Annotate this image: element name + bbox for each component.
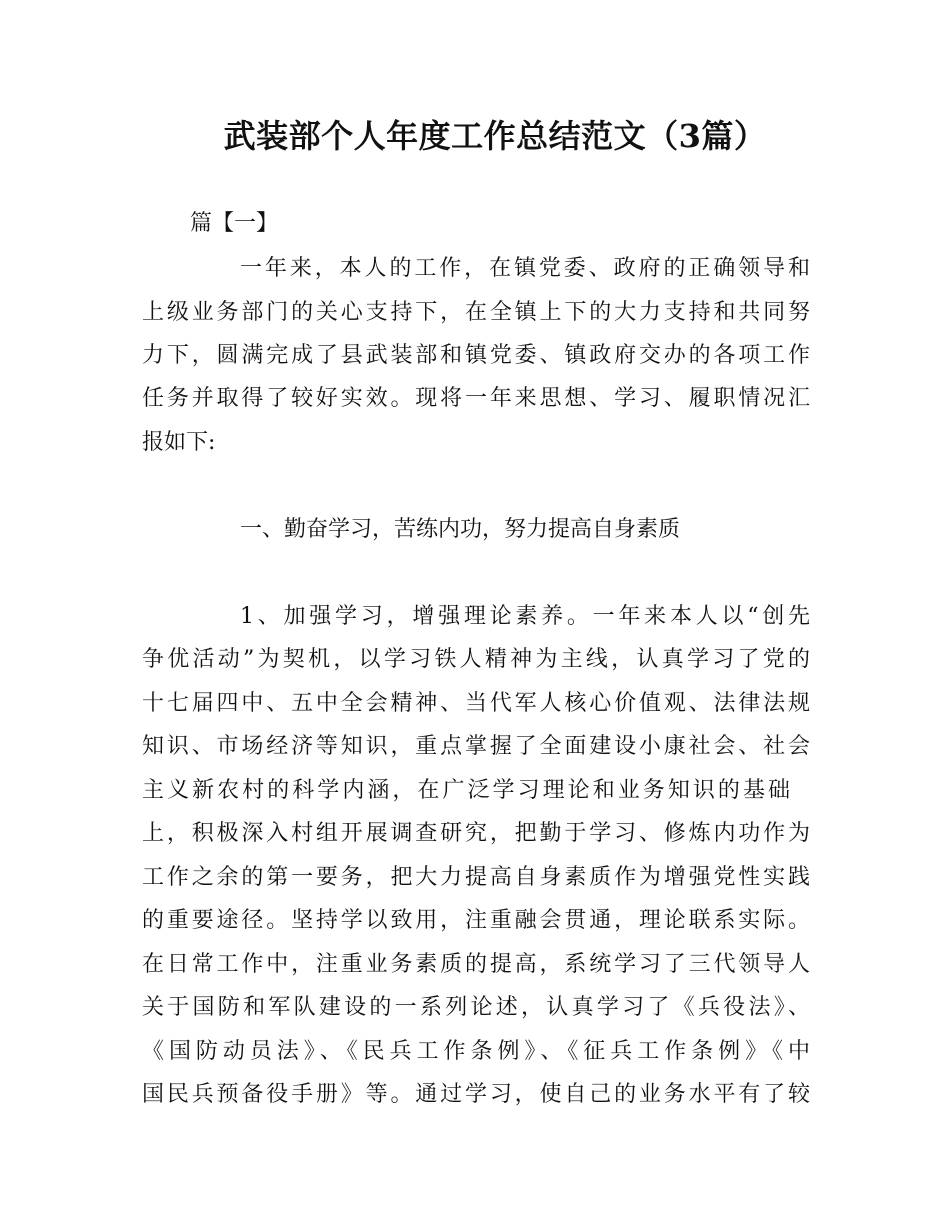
paragraph-line: 上，积极深入村组开展调查研究，把勤于学习、修炼内功作为 bbox=[142, 821, 810, 846]
paragraph-line: 报如下: bbox=[142, 430, 216, 455]
paragraph-line: 在日常工作中，注重业务素质的提高，系统学习了三代领导人 bbox=[142, 952, 810, 977]
paragraph-line: 力下，圆满完成了县武装部和镇党委、镇政府交办的各项工作 bbox=[142, 343, 810, 368]
paragraph-line: 一年来，本人的工作，在镇党委、政府的正确领导和 bbox=[240, 256, 810, 281]
section-heading: 一、勤奋学习，苦练内功，努力提高自身素质 bbox=[240, 517, 681, 542]
paragraph-line: 1、加强学习，增强理论素养。一年来本人以“创先 bbox=[240, 604, 810, 629]
paragraph-line: 工作之余的第一要务，把大力提高自身素质作为增强党性实践 bbox=[142, 865, 810, 890]
paragraph-line: 《国防动员法》、《民兵工作条例》、《征兵工作条例》《中 bbox=[142, 1039, 810, 1064]
paragraph-line: 主义新农村的科学内涵，在广泛学习理论和业务知识的基础 bbox=[142, 778, 790, 803]
section-label: 篇【一】 bbox=[190, 211, 279, 236]
paragraph-line: 国民兵预备役手册》等。通过学习，使自己的业务水平有了较 bbox=[142, 1082, 810, 1107]
paragraph-line: 十七届四中、五中全会精神、当代军人核心价值观、法律法规 bbox=[142, 691, 810, 716]
paragraph-line: 知识、市场经济等知识，重点掌握了全面建设小康社会、社会 bbox=[142, 734, 810, 759]
paragraph-line: 争优活动”为契机，以学习铁人精神为主线，认真学习了党的 bbox=[142, 647, 810, 672]
paragraph-line: 关于国防和军队建设的一系列论述，认真学习了《兵役法》、 bbox=[142, 995, 810, 1020]
document-title: 武装部个人年度工作总结范文（3篇） bbox=[223, 117, 767, 155]
paragraph-line: 上级业务部门的关心支持下，在全镇上下的大力支持和共同努 bbox=[142, 300, 810, 325]
paragraph-line: 的重要途径。坚持学以致用，注重融会贯通，理论联系实际。 bbox=[142, 908, 810, 933]
paragraph-line: 任务并取得了较好实效。现将一年来思想、学习、履职情况汇 bbox=[142, 386, 810, 411]
